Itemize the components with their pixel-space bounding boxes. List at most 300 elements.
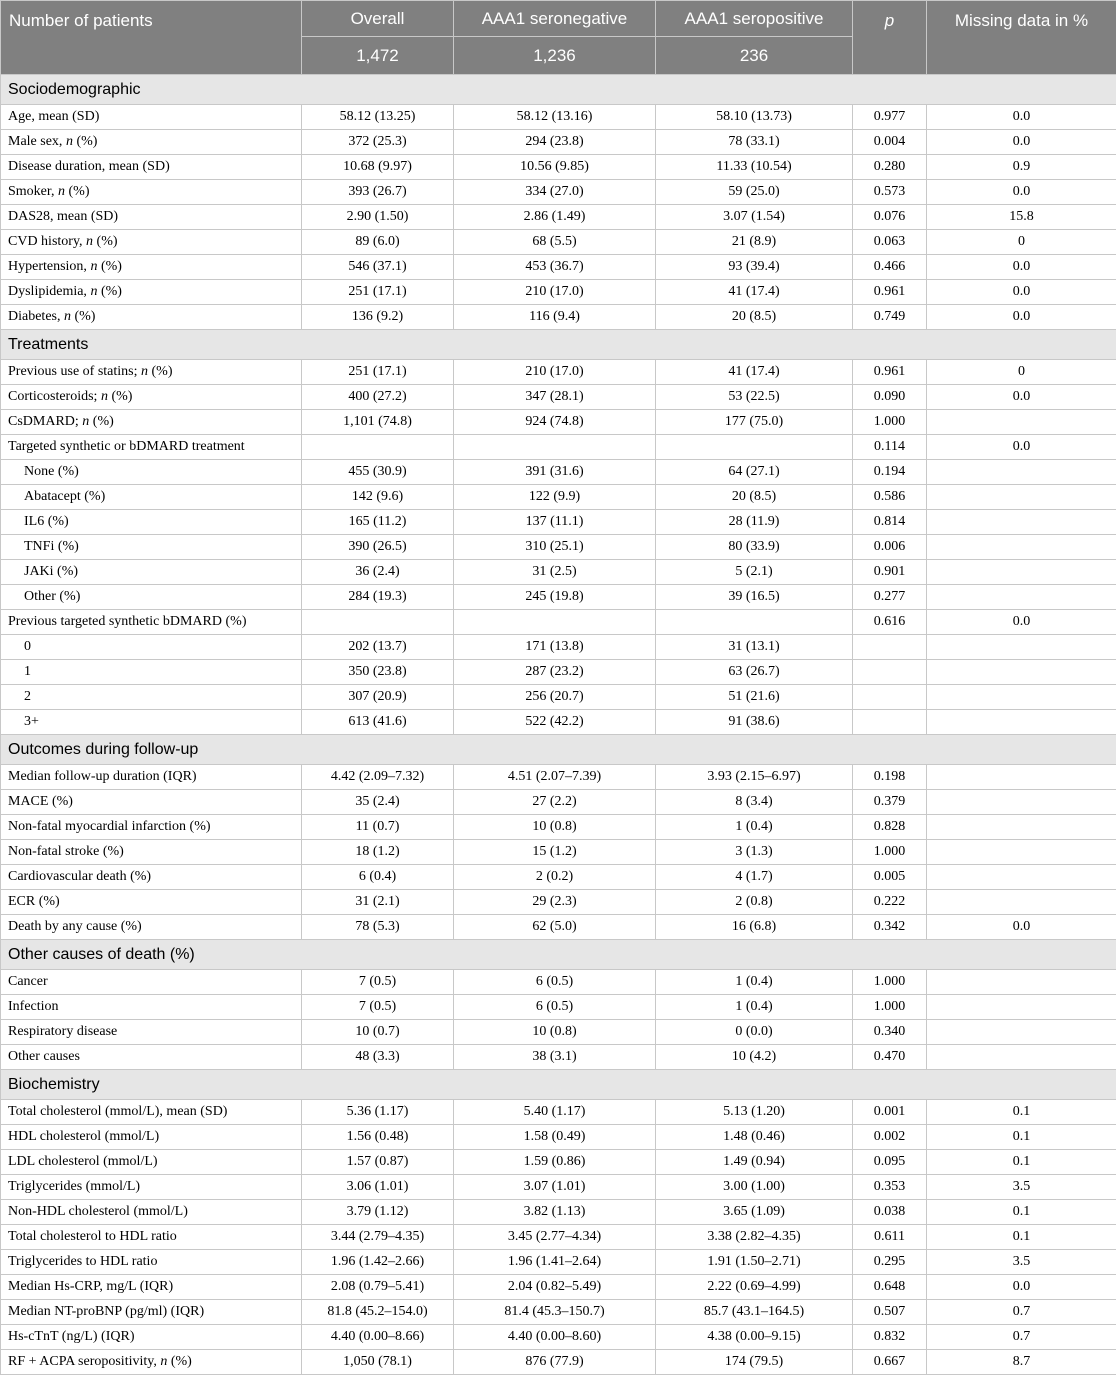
row-label-text: Total cholesterol to HDL ratio	[8, 1229, 177, 1244]
row-label-text: None (%)	[24, 464, 79, 479]
row-label-suffix: (%)	[72, 134, 98, 149]
cell-seronegative: 310 (25.1)	[454, 535, 656, 560]
cell-missing-data	[927, 710, 1116, 735]
row-label-suffix: (%)	[97, 284, 122, 299]
cell-seropositive: 41 (17.4)	[656, 360, 853, 385]
row-label-text: Non-HDL cholesterol (mmol/L)	[8, 1204, 188, 1219]
cell-p-value: 0.076	[853, 205, 927, 230]
cell-overall: 78 (5.3)	[302, 915, 454, 940]
table-row	[1, 685, 1116, 710]
cell-seropositive: 91 (38.6)	[656, 710, 853, 735]
cell-seropositive: 64 (27.1)	[656, 460, 853, 485]
cell-missing-data	[927, 890, 1116, 915]
cell-missing-data: 0.7	[927, 1325, 1116, 1350]
row-label-text: Other causes	[8, 1049, 80, 1064]
table-row	[1, 180, 1116, 205]
header-p-label: p	[884, 11, 895, 30]
cell-overall: 202 (13.7)	[302, 635, 454, 660]
cell-seronegative: 27 (2.2)	[454, 790, 656, 815]
row-label-text: Total cholesterol (mmol/L), mean (SD)	[8, 1104, 228, 1119]
cell-seropositive: 4 (1.7)	[656, 865, 853, 890]
cell-seronegative: 5.40 (1.17)	[454, 1100, 656, 1125]
row-label	[1, 305, 302, 330]
cell-p-value: 0.977	[853, 105, 927, 130]
cell-overall: 1.57 (0.87)	[302, 1150, 454, 1175]
cell-seropositive: 2 (0.8)	[656, 890, 853, 915]
row-label-text: MACE (%)	[8, 794, 73, 809]
row-label	[1, 610, 302, 635]
cell-p-value: 0.095	[853, 1150, 927, 1175]
cell-seropositive: 39 (16.5)	[656, 585, 853, 610]
cell-missing-data	[927, 765, 1116, 790]
cell-seronegative: 4.51 (2.07–7.39)	[454, 765, 656, 790]
cell-missing-data: 0.1	[927, 1125, 1116, 1150]
row-label	[1, 710, 302, 735]
cell-overall: 251 (17.1)	[302, 280, 454, 305]
row-label-text: Respiratory disease	[8, 1024, 118, 1039]
row-label-text: Non-fatal stroke (%)	[8, 844, 124, 859]
row-label	[1, 485, 302, 510]
cell-overall: 3.44 (2.79–4.35)	[302, 1225, 454, 1250]
row-label-text: Death by any cause (%)	[8, 919, 142, 934]
row-label-text: Male sex,	[8, 134, 66, 149]
cell-missing-data	[927, 1020, 1116, 1045]
table-row	[1, 155, 1116, 180]
cell-p-value: 0.222	[853, 890, 927, 915]
cell-seronegative: 29 (2.3)	[454, 890, 656, 915]
cell-p-value: 0.006	[853, 535, 927, 560]
table-body	[1, 75, 1116, 1375]
table-row	[1, 1225, 1116, 1250]
section-title: Other causes of death (%)	[1, 940, 1116, 970]
cell-seropositive: 1 (0.4)	[656, 815, 853, 840]
row-label-n: n	[141, 364, 148, 379]
cell-seronegative	[454, 435, 656, 460]
row-label	[1, 1225, 302, 1250]
row-label-suffix: (%)	[107, 389, 133, 404]
cell-overall: 1.56 (0.48)	[302, 1125, 454, 1150]
cell-overall: 393 (26.7)	[302, 180, 454, 205]
cell-overall: 3.79 (1.12)	[302, 1200, 454, 1225]
row-label-n: n	[58, 184, 65, 199]
cell-p-value: 1.000	[853, 970, 927, 995]
table-row	[1, 105, 1116, 130]
cell-missing-data: 0.0	[927, 280, 1116, 305]
cell-seronegative: 294 (23.8)	[454, 130, 656, 155]
cell-seropositive: 78 (33.1)	[656, 130, 853, 155]
cell-p-value: 0.090	[853, 385, 927, 410]
row-label-text: Previous targeted synthetic bDMARD (%)	[8, 614, 247, 629]
cell-seropositive: 177 (75.0)	[656, 410, 853, 435]
row-label-text: Abatacept (%)	[24, 489, 106, 504]
cell-p-value: 0.063	[853, 230, 927, 255]
section-title: Outcomes during follow-up	[1, 735, 1116, 765]
cell-seronegative: 122 (9.9)	[454, 485, 656, 510]
cell-overall: 546 (37.1)	[302, 255, 454, 280]
cell-overall: 142 (9.6)	[302, 485, 454, 510]
cell-missing-data: 3.5	[927, 1175, 1116, 1200]
cell-overall: 372 (25.3)	[302, 130, 454, 155]
row-label	[1, 435, 302, 460]
row-label	[1, 410, 302, 435]
cell-p-value: 1.000	[853, 410, 927, 435]
cell-missing-data	[927, 995, 1116, 1020]
cell-overall: 284 (19.3)	[302, 585, 454, 610]
cell-seropositive: 1 (0.4)	[656, 970, 853, 995]
table-row	[1, 635, 1116, 660]
cell-seropositive: 58.10 (13.73)	[656, 105, 853, 130]
row-label	[1, 890, 302, 915]
row-label-text: Targeted synthetic or bDMARD treatment	[8, 439, 245, 454]
cell-seronegative: 391 (31.6)	[454, 460, 656, 485]
table-row	[1, 410, 1116, 435]
cell-missing-data: 0.0	[927, 305, 1116, 330]
header-n-overall: 1,472	[302, 37, 454, 75]
cell-p-value: 0.749	[853, 305, 927, 330]
row-label-text: RF + ACPA seropositivity,	[8, 1354, 161, 1369]
cell-overall: 251 (17.1)	[302, 360, 454, 385]
cell-seropositive: 10 (4.2)	[656, 1045, 853, 1070]
row-label	[1, 360, 302, 385]
cell-missing-data: 0	[927, 230, 1116, 255]
cell-missing-data: 0.1	[927, 1225, 1116, 1250]
cell-p-value	[853, 685, 927, 710]
cell-missing-data: 0.1	[927, 1200, 1116, 1225]
cell-seronegative: 1.96 (1.41–2.64)	[454, 1250, 656, 1275]
cell-seronegative: 1.59 (0.86)	[454, 1150, 656, 1175]
cell-seronegative: 62 (5.0)	[454, 915, 656, 940]
table-row	[1, 280, 1116, 305]
table-row	[1, 485, 1116, 510]
cell-seronegative: 2.86 (1.49)	[454, 205, 656, 230]
table-row	[1, 710, 1116, 735]
row-label-text: 1	[24, 664, 31, 679]
row-label	[1, 385, 302, 410]
cell-p-value: 0.280	[853, 155, 927, 180]
row-label	[1, 1350, 302, 1375]
cell-overall: 165 (11.2)	[302, 510, 454, 535]
cell-p-value: 0.466	[853, 255, 927, 280]
cell-seronegative: 10 (0.8)	[454, 1020, 656, 1045]
cell-p-value: 0.001	[853, 1100, 927, 1125]
row-label-text: CVD history,	[8, 234, 87, 249]
cell-p-value: 0.379	[853, 790, 927, 815]
cell-seropositive: 85.7 (43.1–164.5)	[656, 1300, 853, 1325]
table-row	[1, 1100, 1116, 1125]
row-label	[1, 1045, 302, 1070]
cell-seropositive: 3.00 (1.00)	[656, 1175, 853, 1200]
cell-overall: 81.8 (45.2–154.0)	[302, 1300, 454, 1325]
table-row	[1, 790, 1116, 815]
header-n-seronegative: 1,236	[454, 37, 656, 75]
row-label-text: TNFi (%)	[24, 539, 79, 554]
table-row	[1, 1325, 1116, 1350]
section-header	[1, 330, 1116, 360]
cell-missing-data	[927, 560, 1116, 585]
cell-missing-data	[927, 970, 1116, 995]
row-label	[1, 1175, 302, 1200]
cell-missing-data: 0.0	[927, 915, 1116, 940]
row-label	[1, 1150, 302, 1175]
cell-p-value: 0.667	[853, 1350, 927, 1375]
cell-seropositive: 51 (21.6)	[656, 685, 853, 710]
table-row	[1, 255, 1116, 280]
cell-seronegative: 31 (2.5)	[454, 560, 656, 585]
row-label	[1, 230, 302, 255]
row-label-text: Smoker,	[8, 184, 58, 199]
row-label-text: CsDMARD;	[8, 414, 83, 429]
cell-p-value: 0.961	[853, 360, 927, 385]
cell-overall: 1,101 (74.8)	[302, 410, 454, 435]
section-header	[1, 940, 1116, 970]
row-label-text: Corticosteroids;	[8, 389, 101, 404]
row-label	[1, 130, 302, 155]
cell-p-value: 0.005	[853, 865, 927, 890]
cell-overall: 1.96 (1.42–2.66)	[302, 1250, 454, 1275]
cell-seronegative: 876 (77.9)	[454, 1350, 656, 1375]
table-row	[1, 510, 1116, 535]
cell-missing-data: 0	[927, 360, 1116, 385]
cell-seronegative: 68 (5.5)	[454, 230, 656, 255]
row-label-n: n	[63, 309, 71, 324]
cell-p-value: 0.114	[853, 435, 927, 460]
cell-overall: 2.90 (1.50)	[302, 205, 454, 230]
cell-overall: 455 (30.9)	[302, 460, 454, 485]
cell-overall: 4.42 (2.09–7.32)	[302, 765, 454, 790]
table-row	[1, 1125, 1116, 1150]
row-label-text: 2	[24, 689, 31, 704]
cell-seropositive: 3.65 (1.09)	[656, 1200, 853, 1225]
cell-seronegative	[454, 610, 656, 635]
cell-seropositive: 4.38 (0.00–9.15)	[656, 1325, 853, 1350]
cell-p-value: 0.038	[853, 1200, 927, 1225]
cell-seropositive: 20 (8.5)	[656, 305, 853, 330]
table-row	[1, 1020, 1116, 1045]
cell-seronegative: 210 (17.0)	[454, 280, 656, 305]
header-overall: Overall	[302, 1, 454, 37]
row-label	[1, 790, 302, 815]
cell-seropositive: 53 (22.5)	[656, 385, 853, 410]
cell-missing-data	[927, 840, 1116, 865]
cell-p-value: 0.828	[853, 815, 927, 840]
cell-seropositive: 1.49 (0.94)	[656, 1150, 853, 1175]
cell-overall	[302, 435, 454, 460]
cell-overall: 48 (3.3)	[302, 1045, 454, 1070]
row-label	[1, 1325, 302, 1350]
row-label-text: Triglycerides (mmol/L)	[8, 1179, 141, 1194]
cell-missing-data	[927, 535, 1116, 560]
row-label-n: n	[100, 389, 108, 404]
cell-p-value: 0.194	[853, 460, 927, 485]
cell-p-value: 0.002	[853, 1125, 927, 1150]
cell-overall: 2.08 (0.79–5.41)	[302, 1275, 454, 1300]
row-label	[1, 1125, 302, 1150]
table-row	[1, 1250, 1116, 1275]
cell-seronegative: 4.40 (0.00–8.60)	[454, 1325, 656, 1350]
cell-seropositive: 3.93 (2.15–6.97)	[656, 765, 853, 790]
row-label	[1, 815, 302, 840]
table-row	[1, 660, 1116, 685]
cell-missing-data	[927, 1045, 1116, 1070]
row-label-text: ECR (%)	[8, 894, 60, 909]
cell-seropositive: 1.48 (0.46)	[656, 1125, 853, 1150]
cell-p-value: 0.342	[853, 915, 927, 940]
cell-seropositive: 8 (3.4)	[656, 790, 853, 815]
cell-missing-data: 0.0	[927, 255, 1116, 280]
row-label	[1, 1200, 302, 1225]
row-label-text: Infection	[8, 999, 59, 1014]
cell-seronegative: 924 (74.8)	[454, 410, 656, 435]
cell-overall: 4.40 (0.00–8.66)	[302, 1325, 454, 1350]
cell-overall: 350 (23.8)	[302, 660, 454, 685]
row-label-text: Hs-cTnT (ng/L) (IQR)	[8, 1329, 135, 1344]
cell-seronegative: 3.45 (2.77–4.34)	[454, 1225, 656, 1250]
cell-missing-data	[927, 815, 1116, 840]
table-row	[1, 130, 1116, 155]
table-row	[1, 385, 1116, 410]
row-label-text: IL6 (%)	[24, 514, 69, 529]
cell-missing-data: 0.9	[927, 155, 1116, 180]
cell-p-value: 0.470	[853, 1045, 927, 1070]
cell-seronegative: 15 (1.2)	[454, 840, 656, 865]
cell-p-value: 1.000	[853, 995, 927, 1020]
cell-missing-data: 0.0	[927, 385, 1116, 410]
cell-seropositive: 3.07 (1.54)	[656, 205, 853, 230]
cell-missing-data: 0.0	[927, 105, 1116, 130]
row-label	[1, 510, 302, 535]
cell-p-value: 0.586	[853, 485, 927, 510]
row-label-text: DAS28, mean (SD)	[8, 209, 119, 224]
row-label	[1, 535, 302, 560]
cell-seronegative: 3.07 (1.01)	[454, 1175, 656, 1200]
row-label-text: LDL cholesterol (mmol/L)	[8, 1154, 158, 1169]
row-label	[1, 560, 302, 585]
row-label	[1, 1275, 302, 1300]
cell-overall: 7 (0.5)	[302, 995, 454, 1020]
cell-seronegative: 245 (19.8)	[454, 585, 656, 610]
cell-missing-data: 0.0	[927, 1275, 1116, 1300]
cell-overall: 58.12 (13.25)	[302, 105, 454, 130]
cell-p-value	[853, 635, 927, 660]
header-n-seropositive: 236	[656, 37, 853, 75]
cell-seronegative: 171 (13.8)	[454, 635, 656, 660]
cell-p-value	[853, 660, 927, 685]
row-label-text: HDL cholesterol (mmol/L)	[8, 1129, 160, 1144]
row-label-suffix: (%)	[65, 184, 90, 199]
row-label	[1, 155, 302, 180]
table-row	[1, 1200, 1116, 1225]
row-label	[1, 1020, 302, 1045]
cell-p-value: 0.573	[853, 180, 927, 205]
row-label-text: Disease duration, mean (SD)	[8, 159, 170, 174]
row-label-text: Cardiovascular death (%)	[8, 869, 152, 884]
row-label-suffix: (%)	[93, 234, 118, 249]
cell-missing-data: 0.0	[927, 435, 1116, 460]
cell-seronegative: 3.82 (1.13)	[454, 1200, 656, 1225]
cell-overall: 7 (0.5)	[302, 970, 454, 995]
row-label	[1, 585, 302, 610]
cell-missing-data	[927, 460, 1116, 485]
cell-seropositive: 59 (25.0)	[656, 180, 853, 205]
section-title: Treatments	[1, 330, 1116, 360]
cell-p-value: 1.000	[853, 840, 927, 865]
cell-seropositive: 21 (8.9)	[656, 230, 853, 255]
row-label	[1, 635, 302, 660]
cell-seropositive: 11.33 (10.54)	[656, 155, 853, 180]
row-label-text: Non-fatal myocardial infarction (%)	[8, 819, 211, 834]
cell-seronegative: 116 (9.4)	[454, 305, 656, 330]
table-row	[1, 995, 1116, 1020]
row-label-text: 3+	[24, 714, 39, 729]
table-row	[1, 1045, 1116, 1070]
section-header	[1, 75, 1116, 105]
cell-seronegative: 10.56 (9.85)	[454, 155, 656, 180]
table-row	[1, 535, 1116, 560]
row-label	[1, 105, 302, 130]
row-label	[1, 280, 302, 305]
cell-seropositive	[656, 435, 853, 460]
cell-p-value: 0.507	[853, 1300, 927, 1325]
cell-overall: 3.06 (1.01)	[302, 1175, 454, 1200]
row-label-n: n	[90, 259, 98, 274]
table-row	[1, 890, 1116, 915]
cell-seronegative: 287 (23.2)	[454, 660, 656, 685]
cell-p-value: 0.198	[853, 765, 927, 790]
row-label-text: Hypertension,	[8, 259, 91, 274]
cell-seronegative: 334 (27.0)	[454, 180, 656, 205]
cell-seronegative: 81.4 (45.3–150.7)	[454, 1300, 656, 1325]
row-label	[1, 660, 302, 685]
row-label	[1, 915, 302, 940]
row-label	[1, 1300, 302, 1325]
row-label-text: Previous use of statins;	[8, 364, 141, 379]
cell-seropositive: 1.91 (1.50–2.71)	[656, 1250, 853, 1275]
row-label	[1, 255, 302, 280]
table-row	[1, 610, 1116, 635]
cell-seronegative: 210 (17.0)	[454, 360, 656, 385]
cell-missing-data	[927, 790, 1116, 815]
row-label	[1, 970, 302, 995]
table-row	[1, 205, 1116, 230]
cell-seronegative: 10 (0.8)	[454, 815, 656, 840]
table-row	[1, 305, 1116, 330]
table-row	[1, 360, 1116, 385]
cell-missing-data	[927, 635, 1116, 660]
cell-overall	[302, 610, 454, 635]
section-title: Sociodemographic	[1, 75, 1116, 105]
table-row	[1, 840, 1116, 865]
row-label-text: 0	[24, 639, 31, 654]
table-row	[1, 560, 1116, 585]
row-label	[1, 180, 302, 205]
cell-seronegative: 347 (28.1)	[454, 385, 656, 410]
cell-p-value: 0.961	[853, 280, 927, 305]
cell-missing-data	[927, 685, 1116, 710]
cell-seropositive: 16 (6.8)	[656, 915, 853, 940]
cell-missing-data: 0.0	[927, 610, 1116, 635]
cell-overall: 89 (6.0)	[302, 230, 454, 255]
cell-overall: 10.68 (9.97)	[302, 155, 454, 180]
section-header	[1, 1070, 1116, 1100]
table-row	[1, 815, 1116, 840]
row-label-suffix: (%)	[167, 1354, 192, 1369]
cell-missing-data: 3.5	[927, 1250, 1116, 1275]
cell-p-value: 0.004	[853, 130, 927, 155]
header-aaa1-seronegative: AAA1 seronegative	[454, 1, 656, 37]
row-label-text: Age, mean (SD)	[8, 109, 100, 124]
section-header	[1, 735, 1116, 765]
cell-p-value: 0.277	[853, 585, 927, 610]
